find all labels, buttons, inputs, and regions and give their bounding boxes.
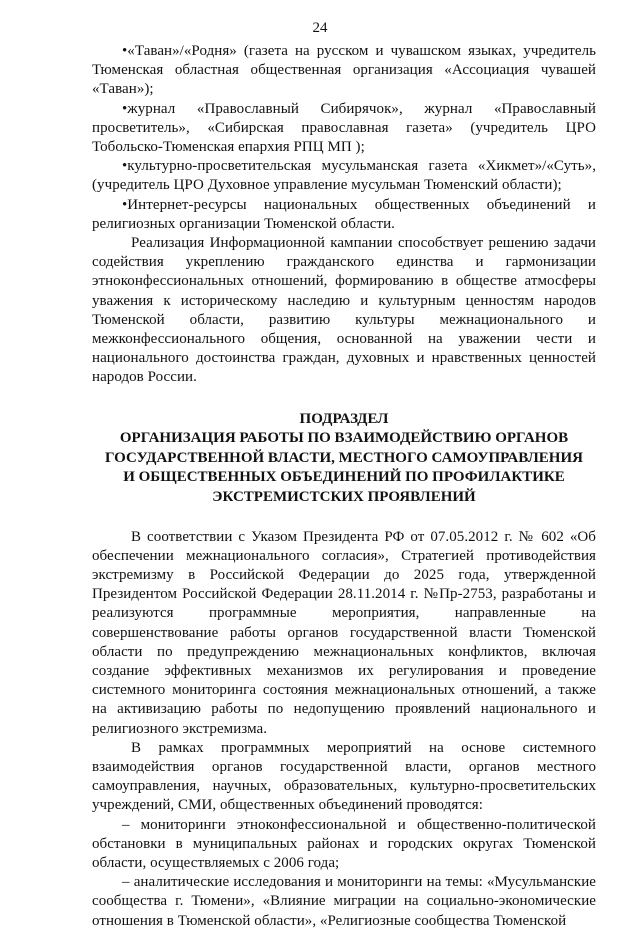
bullet-item-internet-resources: •Интернет-ресурсы национальных общественных объединений и религиозных организации Тюменской области.: [92, 196, 596, 232]
heading-line-2: ОРГАНИЗАЦИЯ РАБОТЫ ПО ВЗАИМОДЕЙСТВИЮ ОРГАНОВ: [119, 430, 569, 447]
paragraph-campaign: Реализация Информационной кампании способствует решению задачи содействия укреплению гражданского единства и гармонизации этноконфессиональных отношений, формированию в обществе атмосферы уважения к историческому наследию и культурным ценностям народов Тюменской области, развитию культуры межнационального и межконфессионального общения, основанной на уважении чести и национального достоинства граждан, духовных и нравственных ценностей народов России.: [92, 235, 596, 386]
paragraph-decree: В соответствии с Указом Президента РФ от 07.05.2012 г. № 602 «Об обеспечении межнационального согласия», Стратегией противодействия экстремизму в Российской Федерации до 2025 года, утвержденной Президентом Российской Федерации 28.11.2014 г. №Пр-2753, разработаны и реализуются программные мероприятия, направленные на совершенствование работы органов государственной власти Тюменской области по предупреждению межнациональных конфликтов, включая создание эффективных механизмов их регулирования и проведение системного мониторинга состояния межнациональных отношений, а также на активизацию работы по недопущению проявлений национального и религиозного экстремизма.: [92, 528, 596, 737]
page-content: [92, 0, 596, 931]
paragraph-framework: В рамках программных мероприятий на основе системного взаимодействия органов государственной власти, органов местного самоуправления, научных, образовательных, культурно-просветительских учреждений, СМИ, общественных объединений проводятся:: [92, 739, 596, 814]
heading-line-4: И ОБЩЕСТВЕННЫХ ОБЪЕДИНЕНИЙ ПО ПРОФИЛАКТИКЕ: [123, 469, 565, 486]
dash-item-monitoring: – мониторинги этноконфессиональной и общественно-политической обстановки в муниципальных районах и городских округах Тюменской области, осуществляемых с 2006 года;: [92, 816, 596, 872]
bullet-item-hikmet: •культурно-просветительская мусульманская газета «Хикмет»/«Суть», (учредитель ЦРО Духовное управление мусульман Тюменский области);: [92, 158, 596, 194]
heading-line-3: ГОСУДАРСТВЕННОЙ ВЛАСТИ, МЕСТНОГО САМОУПРАВЛЕНИЯ: [105, 449, 583, 466]
heading-line-1: ПОДРАЗДЕЛ: [299, 410, 389, 427]
heading-line-5: ЭКСТРЕМИСТСКИХ ПРОЯВЛЕНИЙ: [212, 489, 476, 506]
dash-item-analytics: – аналитические исследования и мониторинги на темы: «Мусульманские сообщества г. Тюмени», «Влияние миграции на социально-экономические отношения в Тюменской области», «Религиозные сообщества Тюменской: [92, 874, 596, 929]
bullet-item-tavan: •«Таван»/«Родня» (газета на русском и чувашском языках, учредитель Тюменская областная общественная организация «Ассоциация чувашей «Таван»);: [92, 43, 596, 98]
section-heading: [92, 410, 596, 508]
page-number: 24: [312, 20, 328, 36]
bullet-item-orthodox-media: •журнал «Православный Сибирячок», журнал «Православный просветитель», «Сибирская православная газета» (учредитель ЦРО Тобольско-Тюменская епархия РПЦ МП );: [92, 100, 596, 156]
